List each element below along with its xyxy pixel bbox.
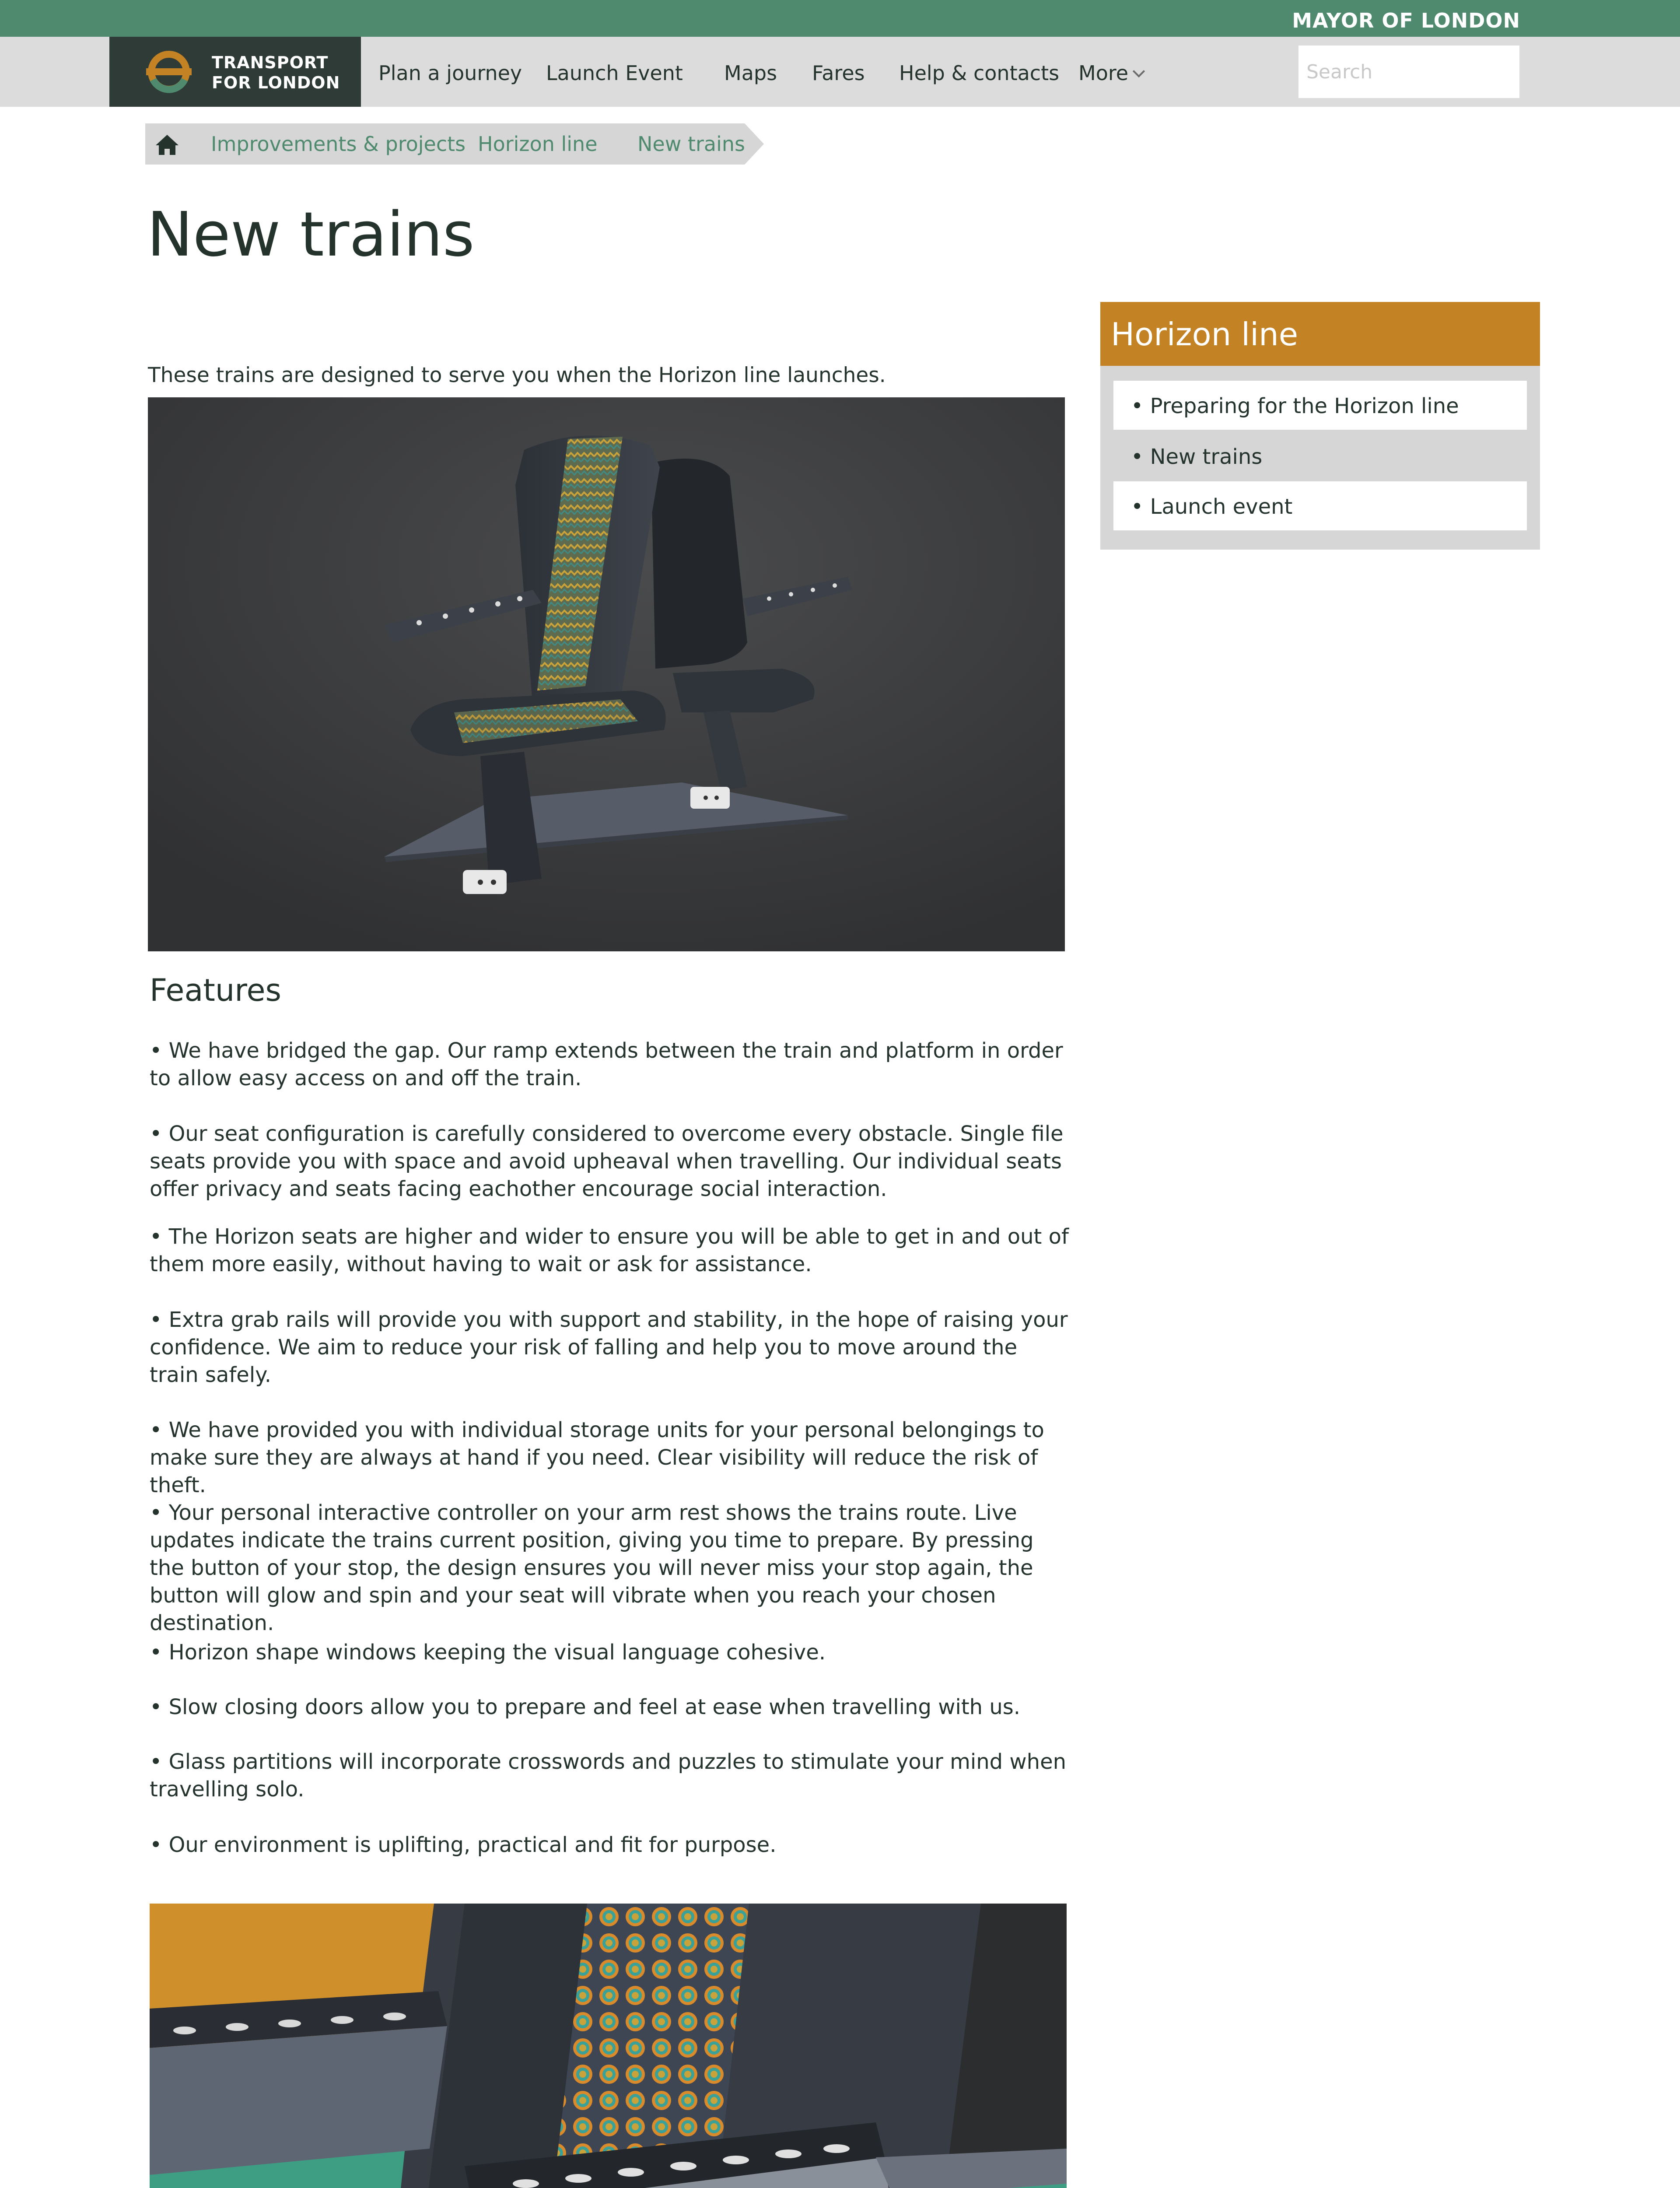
nav-launch-event[interactable]: Launch Event	[546, 61, 683, 85]
feature-item: • Glass partitions will incorporate crosswords and puzzles to stimulate your mind when travelling solo.	[150, 1750, 1067, 1802]
feature-item: • Our seat configuration is carefully considered to overcome every obstacle. Single file seats provide you with space and avoid upheaval when travelling. Our individual seats offer privacy and seats facing eachother encourage social interaction.	[150, 1122, 1064, 1201]
logo-line-2: FOR LONDON	[212, 73, 340, 92]
features-heading: Features	[150, 972, 281, 1008]
tfl-logo[interactable]	[109, 37, 361, 107]
sidebar-item-new-trains[interactable]: • New trains	[1131, 445, 1263, 469]
feature-item: • We have provided you with individual storage units for your personal belongings to make sure they are always at hand if you need. Clear visibility will reduce the risk of theft.	[150, 1418, 1044, 1497]
mayor-bar	[0, 0, 1680, 37]
sidebar-item-preparing[interactable]: • Preparing for the Horizon line	[1113, 381, 1527, 430]
home-icon[interactable]	[155, 134, 179, 156]
logo-text	[212, 53, 340, 93]
sidebar-horizon-line	[1100, 302, 1540, 550]
nav-fares[interactable]: Fares	[812, 61, 865, 85]
feature-item: • Horizon shape windows keeping the visual language cohesive.	[150, 1640, 826, 1665]
breadcrumb-horizon-line[interactable]: Horizon line	[478, 132, 598, 156]
feature-item: • Your personal interactive controller on your arm rest shows the trains route. Live updates indicate the trains current position, giving you time to prepare. By pressing the button of your stop, the design ensures you will never miss your stop again, the button will glow and spin and your seat will vibrate when you reach your chosen destination.	[150, 1501, 1034, 1635]
feature-item: • The Horizon seats are higher and wider to ensure you will be able to get in and out of them more easily, without having to wait or ask for assistance.	[150, 1224, 1069, 1276]
nav-more[interactable]	[1078, 61, 1143, 85]
sidebar-title: Horizon line	[1100, 302, 1540, 366]
feature-item: • Our environment is uplifting, practical and fit for purpose.	[150, 1833, 777, 1857]
nav-maps[interactable]: Maps	[724, 61, 777, 85]
breadcrumb-new-trains[interactable]: New trains	[637, 132, 745, 156]
intro-text: These trains are designed to serve you when the Horizon line launches.	[148, 363, 886, 387]
breadcrumb-improvements[interactable]: Improvements & projects	[211, 132, 466, 156]
feature-item: • Slow closing doors allow you to prepare and feel at ease when travelling with us.	[150, 1695, 1021, 1719]
chevron-down-icon	[1133, 65, 1145, 77]
nav-plan-a-journey[interactable]: Plan a journey	[378, 61, 522, 85]
roundel-icon	[144, 49, 193, 95]
feature-item: • Extra grab rails will provide you with support and stability, in the hope of raising your confidence. We aim to reduce your risk of falling and help you to move around the train safely.	[150, 1308, 1068, 1387]
logo-line-1: TRANSPORT	[212, 53, 329, 72]
feature-item: • We have bridged the gap. Our ramp extends between the train and platform in order to allow easy access on and off the train.	[150, 1038, 1063, 1090]
train-seat-image	[148, 397, 1065, 951]
sidebar-item-launch-event[interactable]: • Launch event	[1113, 481, 1527, 530]
breadcrumb	[145, 123, 745, 165]
seat-closeup-image	[150, 1904, 1067, 2188]
main-navbar	[0, 37, 1680, 107]
nav-more-label: More	[1078, 61, 1129, 85]
nav-help-contacts[interactable]: Help & contacts	[899, 61, 1060, 85]
page-title: New trains	[147, 199, 475, 270]
search-input[interactable]	[1298, 46, 1519, 98]
mayor-of-london-link[interactable]: MAYOR OF LONDON	[1292, 9, 1520, 32]
